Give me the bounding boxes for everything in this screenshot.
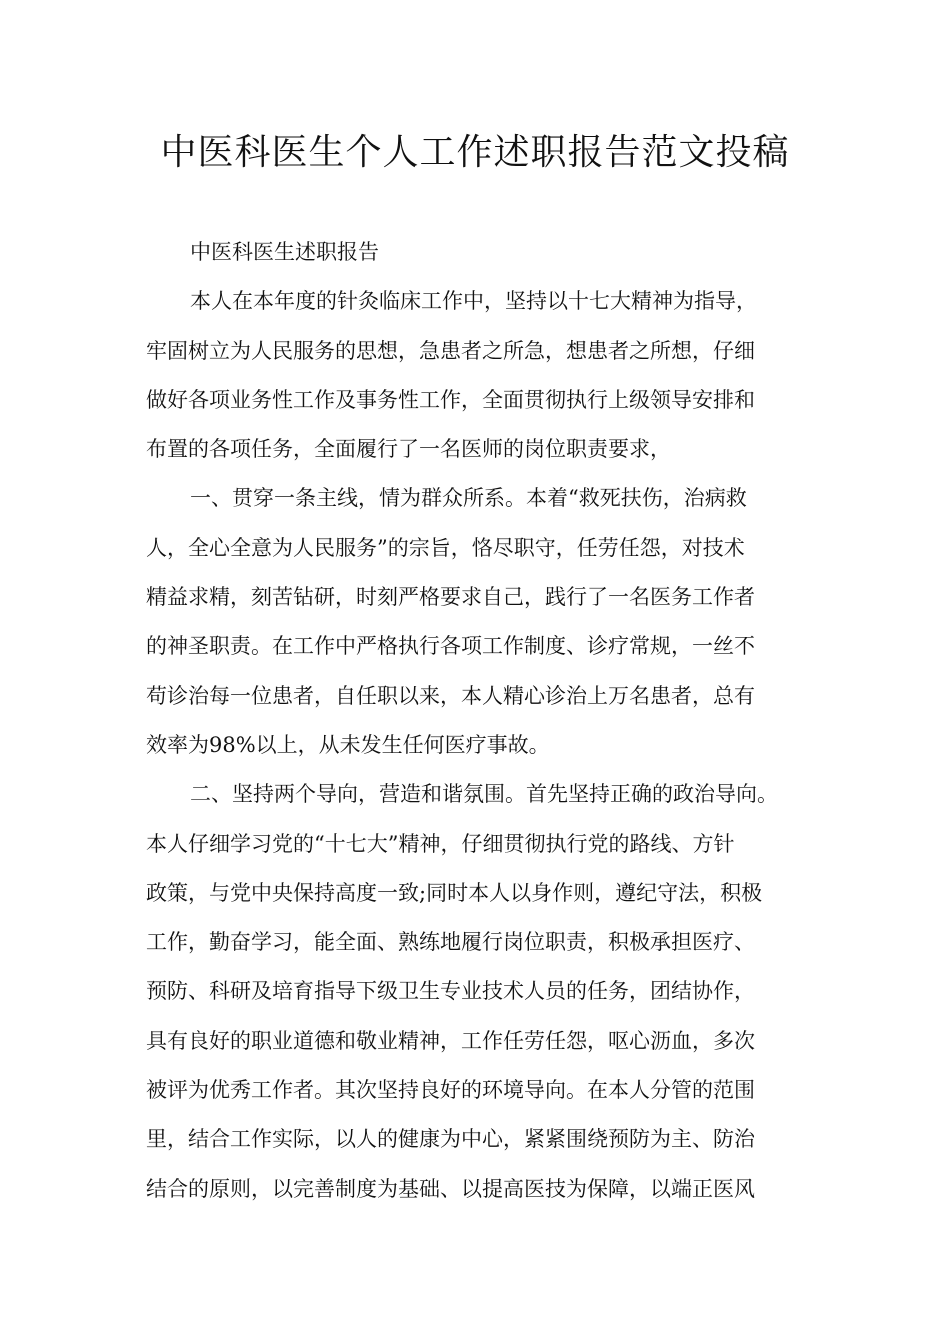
document-title: 中医科医生个人工作述职报告范文投稿	[160, 132, 790, 173]
body-line: 政策，与党中央保持高度一致;同时本人以身作则，遵纪守法，积极	[146, 880, 763, 905]
body-line: 结合的原则，以完善制度为基础、以提高医技为保障，以端正医风	[146, 1176, 755, 1201]
body-line: 被评为优秀工作者。其次坚持良好的环境导向。在本人分管的范围	[146, 1078, 755, 1103]
body-line: 布置的各项任务，全面履行了一名医师的岗位职责要求，	[146, 437, 671, 462]
body-line: 本人在本年度的针灸临床工作中，坚持以十七大精神为指导，	[190, 289, 757, 314]
body-line: 一、贯穿一条主线，情为群众所系。本着“救死扶伤，治病救	[190, 486, 747, 511]
body-line: 做好各项业务性工作及事务性工作，全面贯彻执行上级领导安排和	[146, 387, 755, 412]
body-line: 里，结合工作实际，以人的健康为中心，紧紧围绕预防为主、防治	[146, 1127, 755, 1152]
body-line: 牢固树立为人民服务的思想，急患者之所急，想患者之所想，仔细	[146, 338, 755, 363]
body-line: 具有良好的职业道德和敬业精神，工作任劳任怨，呕心沥血，多次	[146, 1028, 755, 1053]
document-body	[146, 233, 846, 1219]
body-line: 精益求精，刻苦钻研，时刻严格要求自己，践行了一名医务工作者	[146, 585, 755, 610]
body-line: 效率为98%以上，从未发生任何医疗事故。	[146, 732, 550, 757]
body-line: 预防、科研及培育指导下级卫生专业技术人员的任务，团结协作，	[146, 979, 755, 1004]
body-line: 的神圣职责。在工作中严格执行各项工作制度、诊疗常规，一丝不	[146, 634, 755, 659]
body-line: 人，全心全意为人民服务”的宗旨，恪尽职守，任劳任怨，对技术	[146, 535, 745, 560]
body-line: 工作，勤奋学习，能全面、熟练地履行岗位职责，积极承担医疗、	[146, 930, 755, 955]
body-line: 本人仔细学习党的“十七大”精神，仔细贯彻执行党的路线、方针	[146, 831, 735, 856]
body-line: 二、坚持两个导向，营造和谐氛围。首先坚持正确的政治导向。	[190, 782, 778, 807]
body-line: 中医科医生述职报告	[190, 240, 379, 264]
body-line: 苟诊治每一位患者，自任职以来，本人精心诊治上万名患者，总有	[146, 683, 755, 708]
